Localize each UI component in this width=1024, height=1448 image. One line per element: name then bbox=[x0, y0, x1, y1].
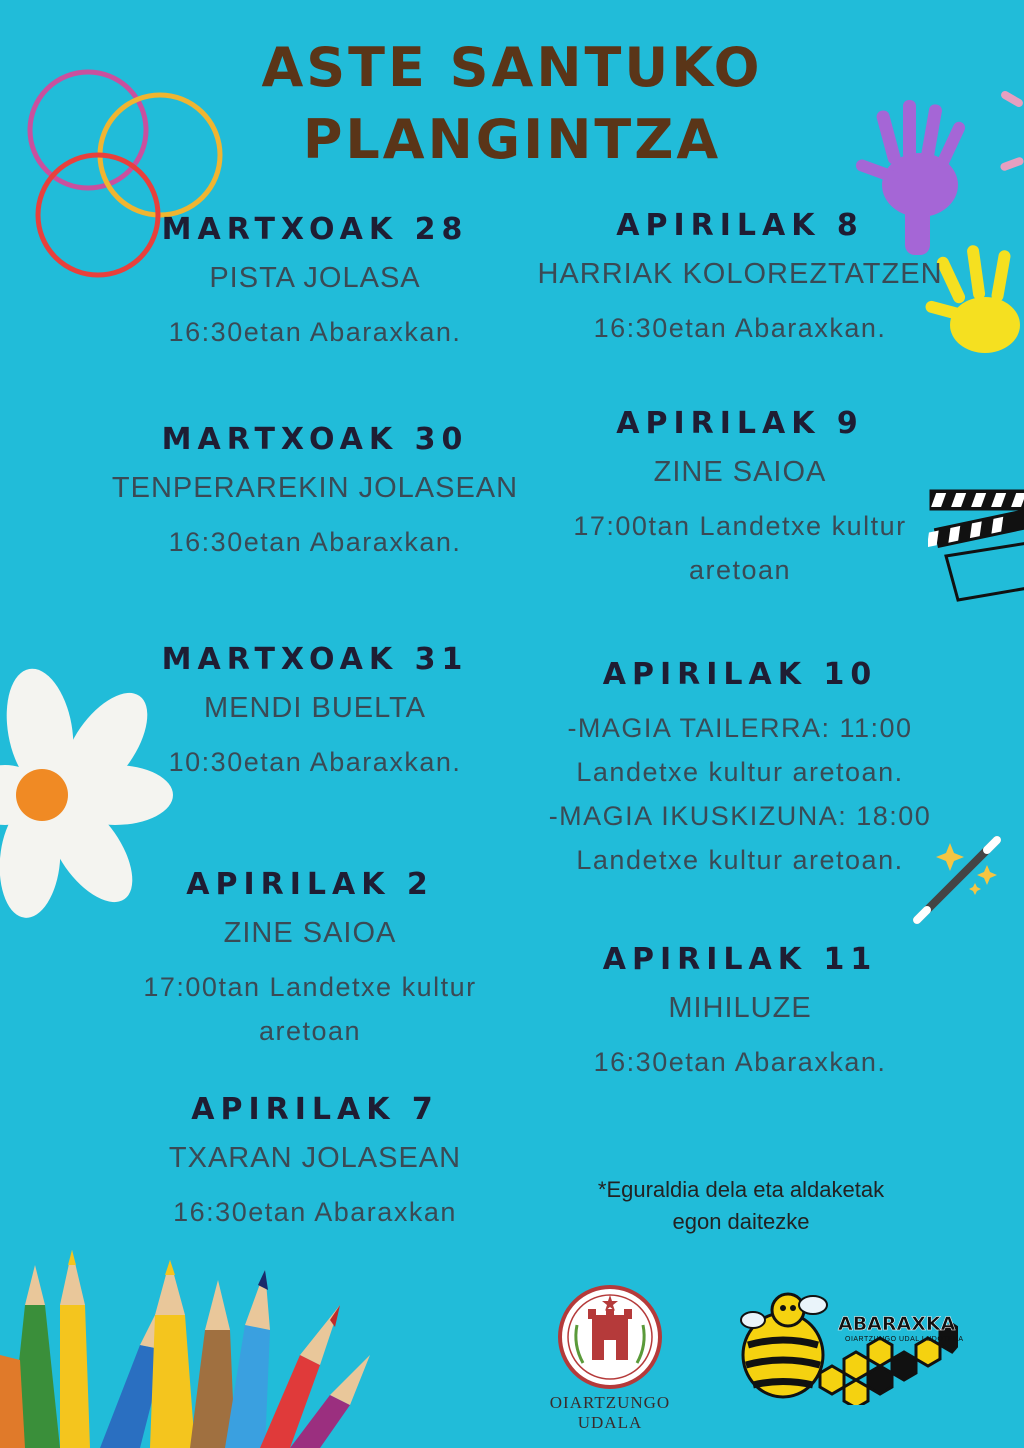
event-apirilak-11 bbox=[530, 942, 950, 1084]
event-name: ZINE SAIOA bbox=[653, 456, 827, 488]
event-time: 16:30etan Abaraxkan. bbox=[168, 316, 462, 347]
abaraxka-logo-subtitle: OIARTZUNGO UDAL LUDOTEKA bbox=[845, 1336, 964, 1343]
event-line-2: Landetxe kultur aretoan. bbox=[576, 757, 904, 787]
event-time: 16:30etan Abaraxkan. bbox=[593, 312, 887, 343]
event-martxoak-28 bbox=[95, 212, 535, 354]
event-apirilak-9 bbox=[565, 406, 915, 592]
abaraxka-logo-name: ABARAXKA bbox=[838, 1313, 956, 1335]
event-name: PISTA JOLASA bbox=[209, 262, 421, 294]
event-date: APIRILAK 10 bbox=[602, 657, 878, 692]
event-date: APIRILAK 11 bbox=[602, 942, 878, 977]
event-apirilak-2 bbox=[130, 867, 490, 1053]
weather-note: *Eguraldia dela eta aldaketak egon daitezke bbox=[597, 1177, 885, 1234]
event-date: APIRILAK 7 bbox=[191, 1092, 439, 1127]
event-name: HARRIAK KOLOREZTATZEN bbox=[537, 258, 943, 290]
event-time: 17:00tan Landetxe kultur aretoan bbox=[143, 971, 477, 1046]
event-line-3: -MAGIA IKUSKIZUNA: 18:00 bbox=[548, 801, 932, 831]
event-date: APIRILAK 9 bbox=[616, 406, 864, 441]
event-apirilak-8 bbox=[530, 208, 950, 350]
pencils-decoration bbox=[0, 1245, 400, 1448]
event-name: MENDI BUELTA bbox=[203, 692, 426, 724]
event-martxoak-31 bbox=[95, 642, 535, 784]
event-date: APIRILAK 2 bbox=[186, 867, 434, 902]
event-time: 17:00tan Landetxe kultur aretoan bbox=[573, 510, 907, 585]
event-apirilak-10 bbox=[530, 657, 950, 882]
abaraxka-bee-logo bbox=[738, 1290, 958, 1405]
event-date: MARTXOAK 28 bbox=[161, 212, 469, 247]
event-date: APIRILAK 8 bbox=[616, 208, 864, 243]
event-line-4: Landetxe kultur aretoan. bbox=[576, 845, 904, 875]
event-martxoak-30 bbox=[95, 422, 535, 564]
oiartzun-logo bbox=[555, 1285, 665, 1390]
oiartzun-logo-line-2: UDALA bbox=[577, 1413, 643, 1432]
oiartzun-logo-line-1: OIARTZUNGO bbox=[549, 1393, 671, 1412]
event-date: MARTXOAK 30 bbox=[161, 422, 469, 457]
event-name: TENPERAREKIN JOLASEAN bbox=[111, 472, 519, 504]
event-apirilak-7 bbox=[95, 1092, 535, 1234]
event-name: ZINE SAIOA bbox=[223, 917, 397, 949]
event-date: MARTXOAK 31 bbox=[161, 642, 469, 677]
event-time: 16:30etan Abaraxkan. bbox=[593, 1046, 887, 1077]
title-line-2: PLANGINTZA bbox=[302, 108, 722, 171]
title-line-1: ASTE SANTUKO bbox=[261, 36, 763, 99]
event-name: MIHILUZE bbox=[668, 992, 812, 1024]
event-time: 16:30etan Abaraxkan. bbox=[168, 526, 462, 557]
event-line-1: -MAGIA TAILERRA: 11:00 bbox=[567, 713, 913, 743]
event-name: TXARAN JOLASEAN bbox=[168, 1142, 462, 1174]
clapperboard-icon bbox=[928, 488, 1024, 608]
event-time: 16:30etan Abaraxkan bbox=[173, 1196, 457, 1227]
event-time: 10:30etan Abaraxkan. bbox=[168, 746, 462, 777]
